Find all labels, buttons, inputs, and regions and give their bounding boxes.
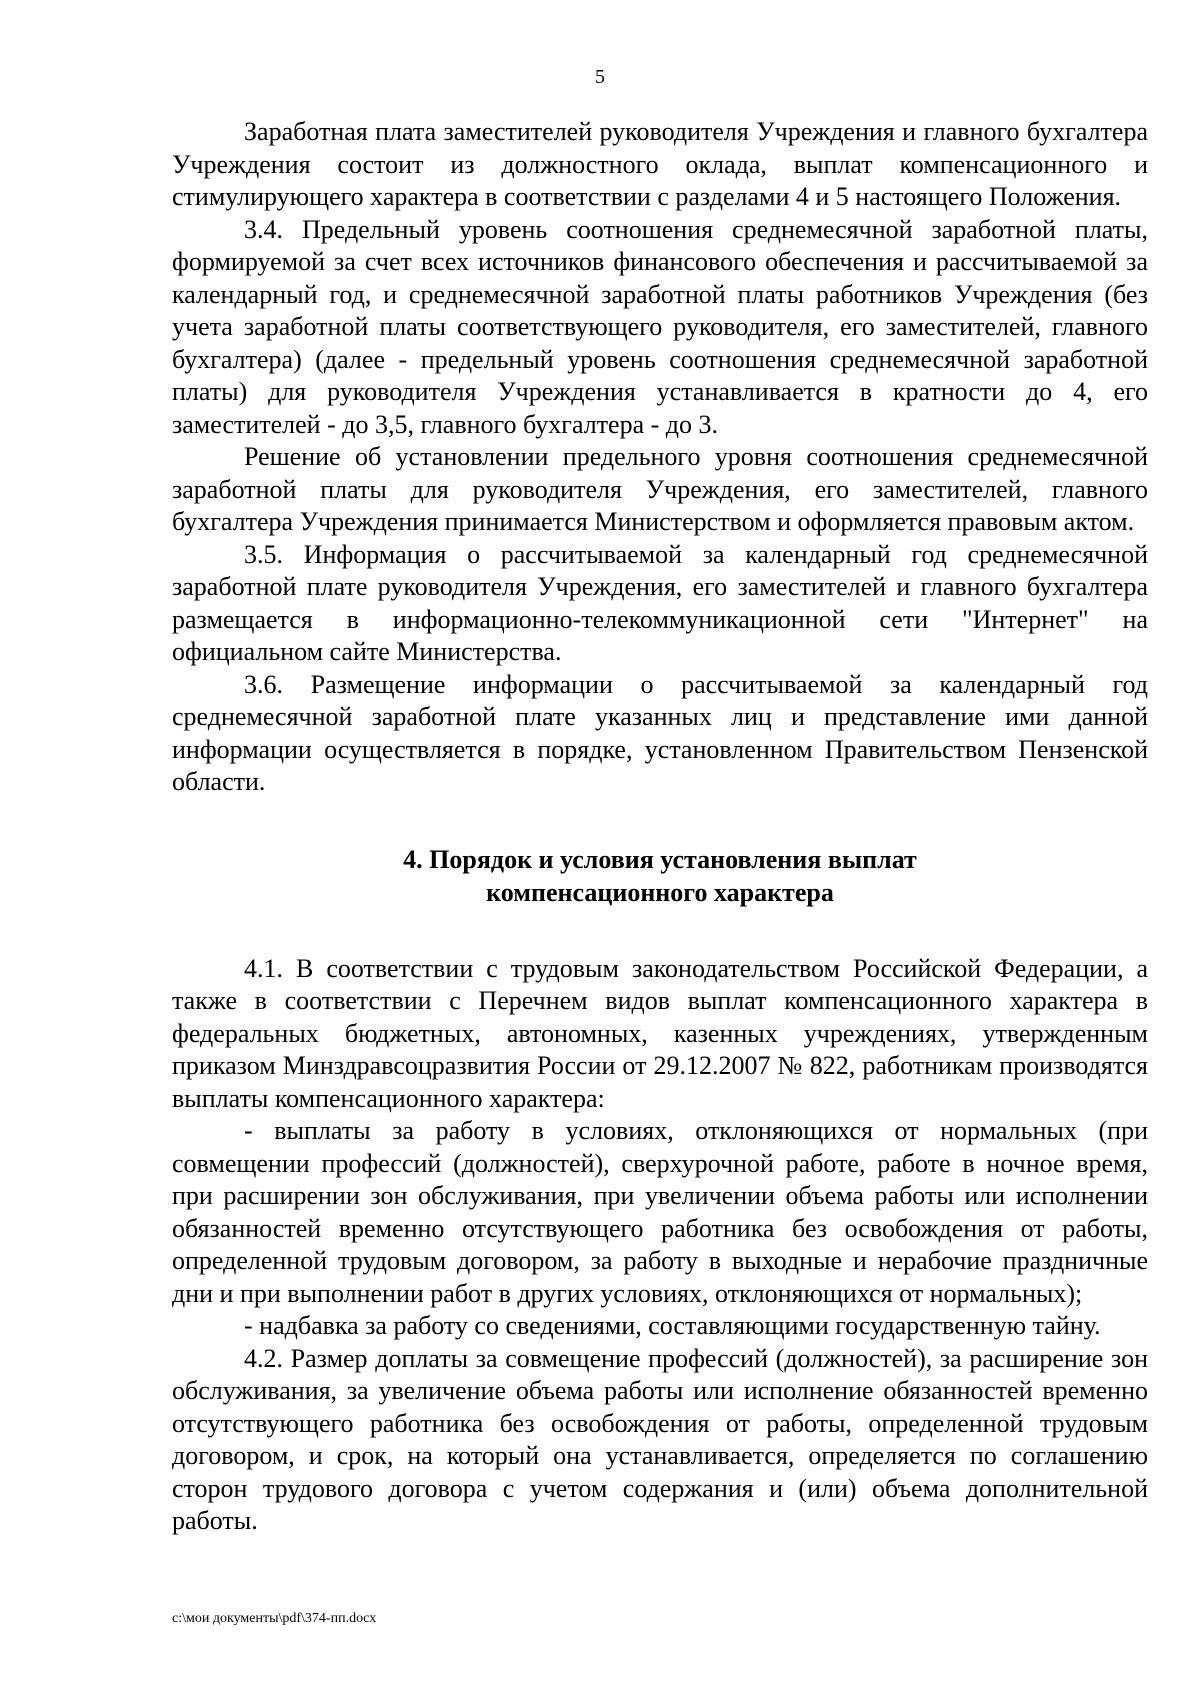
- paragraph-3-6: 3.6. Размещение информации о рассчитываемой за календарный год среднемесячной заработной плате указанных лиц и представление ими данной информации осуществляется в порядке, установленном Правительством Пензенской области.: [172, 669, 1148, 796]
- paragraph-decision: Решение об установлении предельного уровня соотношения среднемесячной заработной платы для руководителя Учреждения, его заместителей, главного бухгалтера Учреждения принимается Министерством и оформляется правовым актом.: [172, 442, 1148, 536]
- paragraph-deputies-salary: Заработная плата заместителей руководителя Учреждения и главного бухгалтера Учреждения состоит из должностного оклада, выплат компенсационного и стимулирующего характера в соответствии с разделами 4 и 5 настоящего Положения.: [172, 117, 1148, 211]
- section-heading-line-2: компенсационного характера: [486, 877, 834, 907]
- document-body: [172, 116, 1148, 1538]
- paragraph-4-1: 4.1. В соответствии с трудовым законодательством Российской Федерации, а также в соответствии с Перечнем видов выплат компенсационного характера в федеральных бюджетных, автономных, казенных учреждениях, утвержденным приказом Минздравсоцразвития России от 29.12.2007 № 822, работникам производятся выплаты компенсационного характера:: [172, 953, 1148, 1113]
- paragraph-list-item-1: - выплаты за работу в условиях, отклоняющихся от нормальных (при совмещении профессий (должностей), сверхурочной работе, работе в ночное время, при расширении зон обслуживания, при увеличении объема работы или исполнении обязанностей временно отсутствующего работника без освобождения от работы, определенной трудовым договором, за работу в выходные и нерабочие праздничные дни и при выполнении работ в других условиях, отклоняющихся от нормальных);: [172, 1116, 1148, 1308]
- footer-file-path: c:\мои документы\pdf\374-пп.docx: [172, 1611, 377, 1626]
- paragraph-3-5: 3.5. Информация о рассчитываемой за календарный год среднемесячной заработной плате руководителя Учреждения, его заместителей и главного бухгалтера размещается в информационно-телекоммуникационной сети "Интернет" на официальном сайте Министерства.: [172, 539, 1148, 666]
- paragraph-3-4: 3.4. Предельный уровень соотношения среднемесячной заработной платы, формируемой за счет всех источников финансового обеспечения и рассчитываемой за календарный год, и среднемесячной заработной платы работников Учреждения (без учета заработной платы соответствующего руководителя, его заместителей, главного бухгалтера) (далее - предельный уровень соотношения среднемесячной заработной платы) для руководителя Учреждения устанавливается в кратности до 4, его заместителей - до 3,5, главного бухгалтера - до 3.: [172, 214, 1148, 439]
- section-heading: [172, 843, 1148, 909]
- paragraph-list-item-2: - надбавка за работу со сведениями, составляющими государственную тайну.: [244, 1311, 1101, 1340]
- paragraph-4-2: 4.2. Размер доплаты за совмещение профессий (должностей), за расширение зон обслуживания, за увеличение объема работы или исполнение обязанностей временно отсутствующего работника без освобождения от работы, определенной трудовым договором, и срок, на который она устанавливается, определяется по соглашению сторон трудового договора с учетом содержания и (или) объема дополнительной работы.: [172, 1343, 1148, 1535]
- section-heading-line-1: 4. Порядок и условия установления выплат: [403, 844, 917, 874]
- page-number: 5: [595, 66, 605, 88]
